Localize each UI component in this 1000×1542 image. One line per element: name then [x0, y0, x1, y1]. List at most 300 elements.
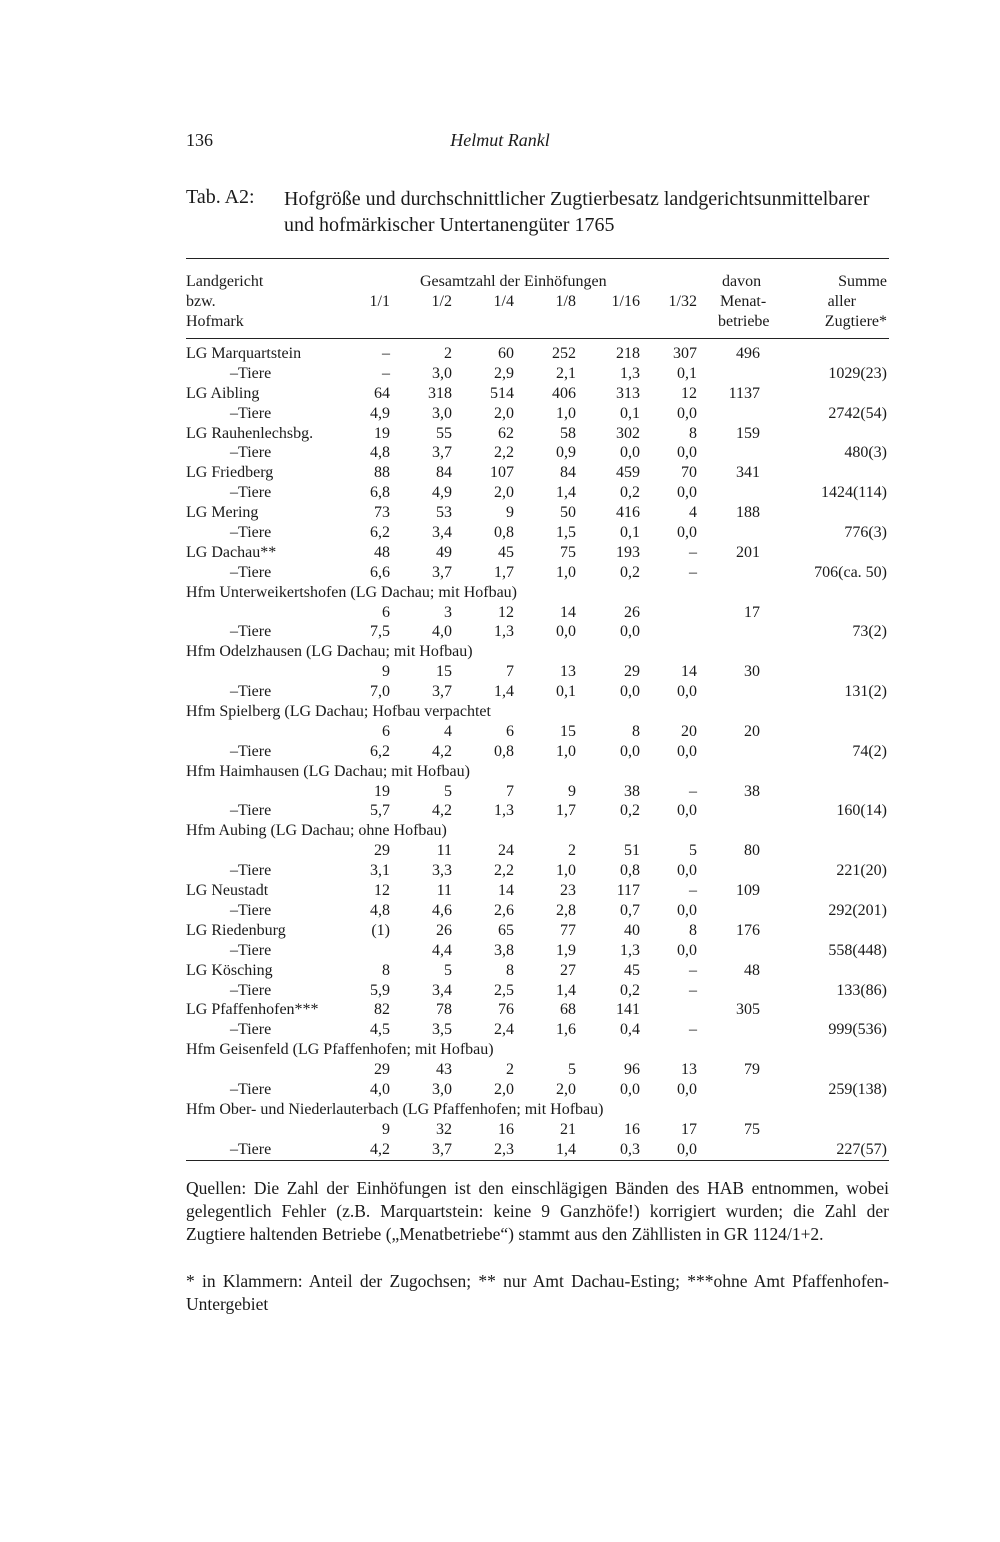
cell-fraction-4: 14	[560, 603, 576, 621]
cell-fraction-6: –	[689, 882, 697, 900]
cell-fraction-6: 20	[681, 722, 697, 740]
cell-fraction-4: 2,1	[556, 364, 576, 382]
row-sublabel: –Tiere	[230, 1140, 272, 1158]
cell-fraction-6: 4	[689, 504, 697, 522]
cell-fraction-3: 0,8	[494, 524, 514, 542]
cell-fraction-2: 11	[436, 842, 452, 860]
table-row	[0, 424, 1000, 444]
cell-fraction-4: 406	[552, 384, 576, 402]
cell-summe: 480(3)	[844, 444, 887, 462]
row-sublabel: –Tiere	[230, 444, 272, 462]
cell-fraction-2: 3,7	[432, 563, 452, 581]
table-row	[0, 1040, 1000, 1060]
cell-fraction-4: 23	[560, 882, 576, 900]
cell-fraction-4: 0,0	[556, 623, 576, 641]
row-sublabel: –Tiere	[230, 1080, 272, 1098]
row-group-label: Hfm Geisenfeld (LG Pfaffenhofen; mit Hofbau)	[186, 1041, 494, 1059]
cell-fraction-1: 4,2	[370, 1140, 390, 1158]
table-row	[0, 821, 1000, 841]
cell-menat: 496	[736, 345, 760, 362]
cell-menat: 38	[744, 782, 760, 800]
cell-fraction-5: 459	[616, 464, 640, 482]
table-sources-note: Quellen: Die Zahl der Einhöfungen ist den einschlägigen Bänden des HAB entnommen, wobei gelegentlich Fehler (z.B. Marquartstein: keine 9 Ganzhöfe!) korrigiert wurden; die Zahl der Zugtiere haltenden Betriebe („Menatbetriebe“) stammt aus den Zähllisten in GR 1124/1+2.	[186, 1178, 889, 1244]
row-sublabel: –Tiere	[230, 524, 272, 542]
page-number: 136	[186, 130, 213, 150]
row-sublabel: –Tiere	[230, 981, 272, 999]
table-footnotes: * in Klammern: Anteil der Zugochsen; ** nur Amt Dachau-Esting; ***ohne Amt Pfaffenhofen-Untergebiet	[186, 1271, 889, 1314]
cell-fraction-5: 29	[624, 663, 640, 681]
cell-fraction-1: 19	[374, 782, 390, 800]
cell-fraction-1: 7,5	[370, 623, 390, 641]
cell-summe: 1029(23)	[828, 364, 887, 382]
cell-fraction-3: 14	[498, 882, 514, 900]
cell-fraction-4: 1,9	[556, 941, 576, 959]
data-table	[0, 344, 1000, 1160]
cell-fraction-5: 0,1	[620, 404, 640, 422]
cell-fraction-4: 68	[560, 1001, 576, 1019]
cell-fraction-6: 0,0	[677, 862, 697, 880]
cell-summe: 999(536)	[828, 1021, 887, 1039]
cell-fraction-2: 3,7	[432, 683, 452, 701]
cell-fraction-4: 1,0	[556, 563, 576, 581]
cell-fraction-5: 117	[616, 882, 640, 900]
cell-menat: 341	[736, 464, 760, 482]
cell-fraction-5: 0,0	[620, 1080, 640, 1098]
cell-fraction-4: 58	[560, 424, 576, 442]
header-frac-1-8: 1/8	[555, 293, 576, 310]
cell-fraction-3: 24	[498, 842, 514, 860]
row-sublabel: –Tiere	[230, 364, 272, 382]
cell-fraction-5: 0,0	[620, 742, 640, 760]
cell-fraction-2: 3	[444, 603, 452, 621]
row-label: LG Aibling	[186, 384, 260, 402]
running-head: Helmut Rankl	[450, 130, 550, 150]
cell-fraction-4: 15	[560, 722, 576, 740]
cell-fraction-3: 9	[506, 504, 514, 522]
cell-fraction-5: 26	[624, 603, 640, 621]
cell-fraction-2: 5	[444, 961, 452, 979]
table-row	[0, 384, 1000, 404]
cell-fraction-5: 0,8	[620, 862, 640, 880]
cell-fraction-3: 1,4	[494, 683, 514, 701]
cell-fraction-2: 55	[436, 424, 452, 442]
cell-fraction-1: 12	[374, 882, 390, 900]
cell-fraction-2: 43	[436, 1061, 452, 1079]
table-row	[0, 443, 1000, 463]
cell-menat: 176	[736, 921, 760, 939]
cell-fraction-1: 4,0	[370, 1080, 390, 1098]
cell-menat: 17	[744, 603, 760, 621]
header-frac-1-2: 1/2	[431, 293, 452, 310]
header-frac-1-4: 1/4	[493, 293, 514, 310]
cell-fraction-5: 0,2	[620, 563, 640, 581]
cell-fraction-6: 17	[681, 1120, 697, 1138]
cell-fraction-1: 8	[382, 961, 390, 979]
table-row	[0, 642, 1000, 662]
table-bottom-rule	[186, 1160, 889, 1161]
cell-fraction-3: 7	[506, 782, 514, 800]
cell-fraction-4: 1,6	[556, 1021, 576, 1039]
table-row	[0, 921, 1000, 941]
cell-fraction-2: 3,3	[432, 862, 452, 880]
table-row	[0, 622, 1000, 642]
cell-fraction-1: 5,9	[370, 981, 390, 999]
cell-fraction-4: 21	[560, 1120, 576, 1138]
cell-fraction-3: 8	[506, 961, 514, 979]
table-row	[0, 1080, 1000, 1100]
row-sublabel: –Tiere	[230, 941, 272, 959]
row-sublabel: –Tiere	[230, 901, 272, 919]
cell-summe: 227(57)	[836, 1140, 887, 1158]
cell-summe: 133(86)	[836, 981, 887, 999]
header-label-line3: Hofmark	[186, 313, 244, 330]
cell-fraction-5: 0,2	[620, 981, 640, 999]
cell-fraction-6: 0,0	[677, 683, 697, 701]
cell-summe: 776(3)	[844, 524, 887, 542]
cell-fraction-1: 9	[382, 1120, 390, 1138]
row-label: LG Kösching	[186, 961, 273, 979]
cell-menat: 48	[744, 961, 760, 979]
header-menat-line1: davon	[722, 273, 762, 290]
cell-fraction-1: 6,8	[370, 484, 390, 502]
cell-fraction-6: 0,0	[677, 524, 697, 542]
cell-summe: 160(14)	[836, 802, 887, 820]
cell-fraction-1: 4,9	[370, 404, 390, 422]
cell-fraction-4: 9	[568, 782, 576, 800]
table-row	[0, 404, 1000, 424]
cell-menat: 188	[736, 504, 760, 522]
row-sublabel: –Tiere	[230, 563, 272, 581]
table-row	[0, 1060, 1000, 1080]
cell-fraction-3: 1,3	[494, 623, 514, 641]
cell-fraction-6: 0,0	[677, 901, 697, 919]
cell-fraction-5: 0,2	[620, 802, 640, 820]
cell-fraction-3: 2,2	[494, 444, 514, 462]
table-row	[0, 603, 1000, 623]
cell-fraction-4: 1,4	[556, 1140, 576, 1158]
cell-fraction-3: 2,5	[494, 981, 514, 999]
cell-fraction-2: 3,5	[432, 1021, 452, 1039]
cell-fraction-4: 75	[560, 543, 576, 561]
cell-fraction-6: 0,1	[677, 364, 697, 382]
cell-fraction-5: 0,4	[620, 1021, 640, 1039]
table-caption-label: Tab. A2:	[186, 186, 255, 208]
row-label: LG Pfaffenhofen***	[186, 1001, 319, 1019]
cell-menat: 1137	[728, 384, 760, 402]
cell-fraction-6: 307	[673, 345, 697, 362]
cell-fraction-5: 51	[624, 842, 640, 860]
cell-fraction-1: 6,2	[370, 524, 390, 542]
cell-summe: 706(ca. 50)	[814, 563, 887, 581]
table-row	[0, 722, 1000, 742]
cell-fraction-3: 62	[498, 424, 514, 442]
row-label: LG Friedberg	[186, 464, 274, 482]
cell-fraction-4: 1,0	[556, 742, 576, 760]
cell-fraction-5: 0,2	[620, 484, 640, 502]
row-sublabel: –Tiere	[230, 862, 272, 880]
cell-fraction-2: 26	[436, 921, 452, 939]
cell-fraction-2: 5	[444, 782, 452, 800]
table-row	[0, 841, 1000, 861]
cell-fraction-2: 318	[428, 384, 452, 402]
header-menat-line3: betriebe	[718, 313, 770, 330]
cell-fraction-5: 38	[624, 782, 640, 800]
cell-fraction-1: 6	[382, 722, 390, 740]
cell-fraction-5: 193	[616, 543, 640, 561]
header-label-line1: Landgericht	[186, 273, 264, 290]
cell-fraction-4: 27	[560, 961, 576, 979]
table-row	[0, 801, 1000, 821]
cell-fraction-4: 1,0	[556, 862, 576, 880]
cell-fraction-5: 1,3	[620, 941, 640, 959]
cell-fraction-6: –	[689, 543, 697, 561]
cell-fraction-1: 3,1	[370, 862, 390, 880]
cell-fraction-2: 15	[436, 663, 452, 681]
cell-fraction-2: 3,0	[432, 404, 452, 422]
cell-fraction-1: 4,8	[370, 901, 390, 919]
cell-fraction-3: 0,8	[494, 742, 514, 760]
cell-fraction-1: 64	[374, 384, 390, 402]
table-row	[0, 364, 1000, 384]
cell-fraction-3: 2,0	[494, 484, 514, 502]
cell-summe: 131(2)	[844, 683, 887, 701]
cell-summe: 292(201)	[828, 901, 887, 919]
cell-fraction-1: 29	[374, 842, 390, 860]
cell-fraction-2: 3,4	[432, 524, 452, 542]
row-label: LG Neustadt	[186, 882, 269, 900]
cell-fraction-4: 5	[568, 1061, 576, 1079]
row-sublabel: –Tiere	[230, 802, 272, 820]
cell-fraction-2: 4,4	[432, 941, 452, 959]
cell-fraction-1: 6,2	[370, 742, 390, 760]
cell-fraction-5: 302	[616, 424, 640, 442]
row-label: LG Riedenburg	[186, 921, 286, 939]
cell-fraction-6: –	[689, 981, 697, 999]
cell-fraction-2: 49	[436, 543, 452, 561]
cell-fraction-6: –	[689, 961, 697, 979]
cell-fraction-1: 82	[374, 1001, 390, 1019]
cell-fraction-6: –	[689, 1021, 697, 1039]
cell-fraction-2: 84	[436, 464, 452, 482]
cell-fraction-3: 2,0	[494, 1080, 514, 1098]
table-row	[0, 682, 1000, 702]
cell-fraction-3: 2,4	[494, 1021, 514, 1039]
cell-fraction-4: 84	[560, 464, 576, 482]
cell-fraction-2: 53	[436, 504, 452, 522]
cell-fraction-1: 29	[374, 1061, 390, 1079]
cell-fraction-3: 7	[506, 663, 514, 681]
header-label-line2: bzw.	[186, 293, 216, 310]
table-row	[0, 483, 1000, 503]
cell-fraction-2: 4,2	[432, 742, 452, 760]
row-group-label: Hfm Ober- und Niederlauterbach (LG Pfaffenhofen; mit Hofbau)	[186, 1100, 604, 1118]
row-sublabel: –Tiere	[230, 623, 272, 641]
table-row	[0, 961, 1000, 981]
cell-summe: 2742(54)	[828, 404, 887, 422]
row-group-label: Hfm Unterweikertshofen (LG Dachau; mit Hofbau)	[186, 583, 517, 601]
cell-menat: 80	[744, 842, 760, 860]
cell-fraction-6: 8	[689, 424, 697, 442]
cell-fraction-6: 0,0	[677, 444, 697, 462]
cell-fraction-5: 0,3	[620, 1140, 640, 1158]
row-group-label: Hfm Spielberg (LG Dachau; Hofbau verpachtet	[186, 703, 491, 721]
header-summe-line1: Summe	[838, 273, 887, 290]
cell-fraction-3: 3,8	[494, 941, 514, 959]
cell-menat: 30	[744, 663, 760, 681]
cell-fraction-1: 88	[374, 464, 390, 482]
cell-fraction-4: 1,7	[556, 802, 576, 820]
cell-fraction-3: 2,3	[494, 1140, 514, 1158]
row-label: LG Mering	[186, 504, 259, 522]
cell-fraction-6: 14	[681, 663, 697, 681]
cell-fraction-1: –	[382, 345, 390, 362]
cell-fraction-2: 4,2	[432, 802, 452, 820]
cell-menat: 75	[744, 1120, 760, 1138]
table-row	[0, 563, 1000, 583]
cell-fraction-1: 6,6	[370, 563, 390, 581]
table-top-rule	[186, 258, 889, 259]
cell-fraction-5: 0,0	[620, 623, 640, 641]
cell-fraction-4: 2,8	[556, 901, 576, 919]
cell-fraction-1: (1)	[371, 921, 390, 939]
header-summe-line2: aller	[827, 293, 856, 310]
cell-summe: 1424(114)	[820, 484, 887, 502]
cell-fraction-1: 48	[374, 543, 390, 561]
table-row	[0, 702, 1000, 722]
cell-fraction-1: 19	[374, 424, 390, 442]
cell-fraction-5: 313	[616, 384, 640, 402]
cell-fraction-2: 3,4	[432, 981, 452, 999]
cell-fraction-3: 1,3	[494, 802, 514, 820]
cell-fraction-4: 13	[560, 663, 576, 681]
cell-fraction-5: 141	[616, 1001, 640, 1019]
cell-fraction-3: 1,7	[494, 563, 514, 581]
header-frac-1-32: 1/32	[668, 293, 697, 310]
row-sublabel: –Tiere	[230, 683, 272, 701]
cell-fraction-4: 0,1	[556, 683, 576, 701]
cell-fraction-6: 8	[689, 921, 697, 939]
cell-fraction-3: 107	[490, 464, 514, 482]
cell-menat: 20	[744, 722, 760, 740]
cell-fraction-2: 32	[436, 1120, 452, 1138]
row-group-label: Hfm Odelzhausen (LG Dachau; mit Hofbau)	[186, 643, 473, 661]
row-sublabel: –Tiere	[230, 404, 272, 422]
cell-fraction-4: 1,5	[556, 524, 576, 542]
table-header-rule	[186, 338, 889, 339]
cell-fraction-2: 78	[436, 1001, 452, 1019]
table-row	[0, 901, 1000, 921]
cell-fraction-3: 2,2	[494, 862, 514, 880]
cell-fraction-5: 45	[624, 961, 640, 979]
cell-fraction-5: 40	[624, 921, 640, 939]
cell-fraction-4: 252	[552, 345, 576, 362]
cell-fraction-5: 0,0	[620, 444, 640, 462]
table-row	[0, 583, 1000, 603]
cell-fraction-1: 73	[374, 504, 390, 522]
cell-fraction-1: 4,8	[370, 444, 390, 462]
cell-summe: 221(20)	[836, 862, 887, 880]
row-sublabel: –Tiere	[230, 484, 272, 502]
cell-fraction-4: 2,0	[556, 1080, 576, 1098]
table-row	[0, 1020, 1000, 1040]
cell-fraction-5: 0,0	[620, 683, 640, 701]
cell-fraction-1: 9	[382, 663, 390, 681]
row-sublabel: –Tiere	[230, 742, 272, 760]
cell-fraction-3: 16	[498, 1120, 514, 1138]
row-group-label: Hfm Haimhausen (LG Dachau; mit Hofbau)	[186, 762, 470, 780]
cell-fraction-3: 514	[490, 384, 514, 402]
cell-fraction-5: 416	[616, 504, 640, 522]
cell-fraction-6: –	[689, 782, 697, 800]
cell-fraction-6: 0,0	[677, 404, 697, 422]
cell-fraction-6: 12	[681, 384, 697, 402]
cell-menat: 305	[736, 1001, 760, 1019]
row-label: LG Marquartstein	[186, 345, 302, 362]
cell-fraction-5: 0,1	[620, 524, 640, 542]
cell-fraction-2: 2	[444, 345, 452, 362]
cell-fraction-6: 0,0	[677, 742, 697, 760]
table-row	[0, 941, 1000, 961]
cell-fraction-3: 2,0	[494, 404, 514, 422]
cell-fraction-4: 0,9	[556, 444, 576, 462]
cell-summe: 259(138)	[828, 1080, 887, 1098]
cell-menat: 109	[736, 882, 760, 900]
row-group-label: Hfm Aubing (LG Dachau; ohne Hofbau)	[186, 822, 447, 840]
cell-fraction-1: 7,0	[370, 683, 390, 701]
cell-fraction-6: 0,0	[677, 1140, 697, 1158]
cell-fraction-6: –	[689, 563, 697, 581]
cell-fraction-6: 13	[681, 1061, 697, 1079]
cell-fraction-2: 4	[444, 722, 452, 740]
table-row	[0, 543, 1000, 563]
cell-fraction-3: 45	[498, 543, 514, 561]
cell-fraction-5: 1,3	[620, 364, 640, 382]
cell-summe: 558(448)	[828, 941, 887, 959]
table-caption-text: Hofgröße und durchschnittlicher Zugtierbesatz landgerichtsunmittelbarer und hofmärkischer Untertanengüter 1765	[284, 188, 870, 236]
table-row	[0, 1000, 1000, 1020]
table-row	[0, 762, 1000, 782]
cell-fraction-2: 3,7	[432, 444, 452, 462]
cell-fraction-1: –	[382, 364, 390, 382]
table-row	[0, 742, 1000, 762]
table-row	[0, 344, 1000, 364]
cell-fraction-6: 0,0	[677, 484, 697, 502]
cell-fraction-3: 76	[498, 1001, 514, 1019]
cell-fraction-2: 11	[436, 882, 452, 900]
cell-summe: 74(2)	[852, 742, 887, 760]
cell-fraction-4: 1,0	[556, 404, 576, 422]
cell-fraction-6: 0,0	[677, 1080, 697, 1098]
cell-fraction-2: 4,6	[432, 901, 452, 919]
cell-fraction-5: 218	[616, 345, 640, 362]
cell-menat: 79	[744, 1061, 760, 1079]
table-row	[0, 881, 1000, 901]
table-row	[0, 662, 1000, 682]
header-group-title: Gesamtzahl der Einhöfungen	[420, 273, 607, 290]
cell-fraction-3: 65	[498, 921, 514, 939]
cell-fraction-6: 70	[681, 464, 697, 482]
table-row	[0, 503, 1000, 523]
cell-fraction-2: 3,0	[432, 364, 452, 382]
cell-fraction-5: 96	[624, 1061, 640, 1079]
cell-fraction-3: 2,6	[494, 901, 514, 919]
table-row	[0, 1100, 1000, 1120]
table-row	[0, 463, 1000, 483]
cell-menat: 201	[736, 543, 760, 561]
row-label: LG Dachau**	[186, 543, 277, 561]
cell-fraction-6: 5	[689, 842, 697, 860]
table-row	[0, 1120, 1000, 1140]
